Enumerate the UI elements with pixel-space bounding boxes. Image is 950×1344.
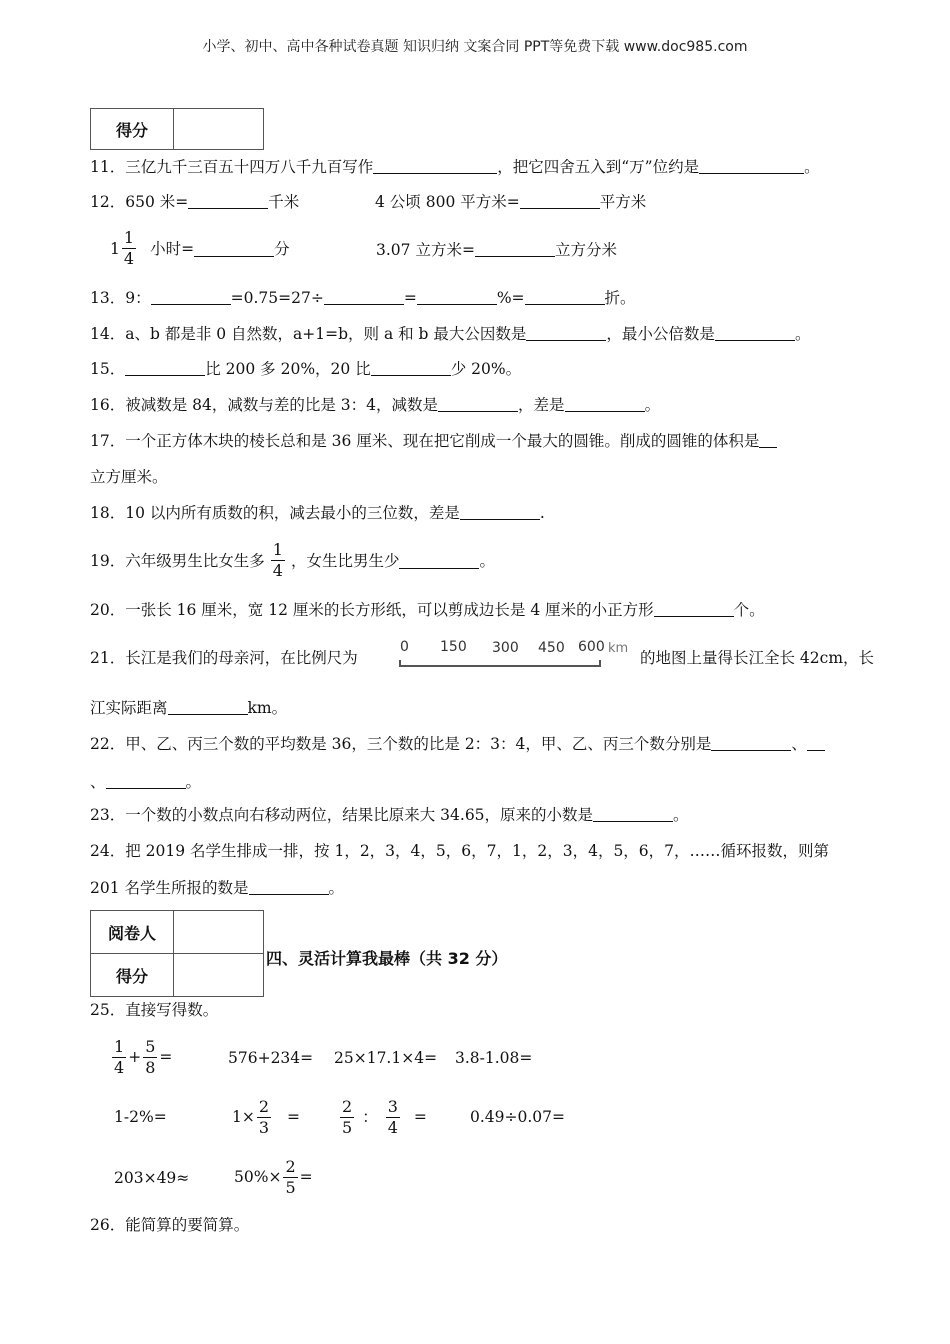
section-title: 四、灵活计算我最棒（共 32 分） [266,949,508,968]
fraction: $\frac{2}{5}$ [342,1096,353,1137]
answer-blank[interactable] [194,240,274,257]
question-25: 25．直接写得数。 [90,1001,219,1019]
fraction: $\frac{1}{4}$ [272,540,283,580]
score-label: 得分 [91,109,174,150]
expr-7: $\frac{2}{5}$ ： $\frac{3}{4}$ = [342,1096,427,1137]
question-12: 12．650 米= 千米 [90,193,300,211]
score-box [90,108,264,150]
question-21: 21．长江是我们的母亲河，在比例尺为 [90,649,358,667]
question-22: 22．甲、乙、丙三个数的平均数是 36，三个数的比是 2：3：4，甲、乙、丙三个数分别是 、 [90,734,825,754]
reviewer-score-box [90,910,264,997]
score-value-cell[interactable] [174,954,264,997]
answer-blank[interactable] [699,157,804,174]
answer-blank[interactable] [475,240,555,257]
answer-blank[interactable] [565,395,645,412]
answer-blank[interactable] [520,192,600,209]
expr-2: 576+234= [228,1049,314,1067]
answer-blank[interactable] [715,324,795,341]
question-16: 16．被减数是 84，减数与差的比是 3：4，减数是 ，差是 。 [90,396,661,414]
answer-blank[interactable] [249,878,329,895]
answer-blank[interactable] [525,288,605,305]
answer-blank[interactable] [399,552,479,569]
question-17: 17．一个正方体木块的棱长总和是 36 厘米、现在把它削成一个最大的圆锥。削成的圆锥的体积是 [90,431,777,451]
question-26: 26．能简算的要简算。 [90,1216,250,1234]
answer-blank[interactable] [417,288,497,305]
scale-bar-graphic [397,636,637,670]
scale-label: 300 [492,640,519,656]
answer-blank[interactable] [106,772,186,789]
question-12-d: 3.07 立方米= 立方分米 [376,241,617,259]
scale-bar [397,636,637,670]
expr-9: 203×49≈ [114,1169,190,1187]
answer-blank[interactable] [373,157,497,174]
question-11: 11．三亿九千三百五十四万八千九百写作 ，把它四舍五入到“万”位约是 。 [90,158,820,176]
fraction: $\frac{5}{8}$ [145,1036,156,1077]
answer-blank[interactable] [168,698,248,715]
scale-label: 0 [400,639,409,655]
answer-blank[interactable] [759,431,777,448]
fraction: $\frac{3}{4}$ [387,1096,398,1137]
expr-5: 1-2%= [114,1108,167,1126]
question-14: 14．a、b 都是非 0 自然数，a+1=b，则 a 和 b 最大公因数是 ，最小公倍数是 。 [90,325,811,343]
answer-blank[interactable] [188,192,268,209]
expr-1: $\frac{1}{4}$ + $\frac{5}{8}$ = [114,1036,173,1077]
fraction: $\frac{2}{5}$ [285,1156,296,1197]
question-19: 19． 六年级男生比女生多 $\frac{1}{4}$ ，女生比男生少 。 [90,540,495,580]
scale-label: 600 [578,639,605,655]
scale-label: 150 [440,639,467,655]
answer-blank[interactable] [593,805,673,822]
question-21-cont: 江实际距离 km。 [90,699,288,717]
fraction: $\frac{1}{4}$ [114,1036,125,1077]
answer-blank[interactable] [438,395,518,412]
answer-blank[interactable] [526,324,606,341]
answer-blank[interactable] [711,734,791,751]
answer-blank[interactable] [807,734,825,751]
question-23: 23．一个数的小数点向右移动两位，结果比原来大 34.65，原来的小数是 。 [90,806,689,824]
question-12-c: 1 $\frac{1}{4}$ 小时= 分 [110,228,290,268]
score-value-cell[interactable] [174,109,264,150]
fraction: $\frac{1}{4}$ [123,228,135,268]
scale-unit: km [608,641,629,656]
expr-8: 0.49÷0.07= [470,1108,565,1126]
question-13: 13．9： =0.75=27÷ = %= 折。 [90,289,636,307]
expr-6: 1× $\frac{2}{3}$ = [232,1096,301,1137]
expr-4: 3.8-1.08= [455,1049,533,1067]
question-17-cont: 立方厘米。 [90,468,168,486]
question-21-b: 的地图上量得长江全长 42cm，长 [640,649,875,667]
answer-blank[interactable] [151,288,231,305]
question-15: 15． 比 200 多 20%，20 比 少 20%。 [90,360,522,378]
answer-blank[interactable] [654,600,734,617]
question-24: 24．把 2019 名学生排成一排，按 1，2，3，4，5，6，7，1，2，3，4，5，6，7，……循环报数，则第 [90,842,830,860]
fraction: $\frac{2}{3}$ [258,1096,270,1137]
answer-blank[interactable] [371,359,451,376]
scale-label: 450 [538,640,565,656]
answer-blank[interactable] [324,288,404,305]
reviewer-value-cell[interactable] [174,911,264,954]
question-12-b: 4 公顷 800 平方米= 平方米 [375,193,647,211]
question-18: 18．10 以内所有质数的积，减去最小的三位数，差是 . [90,504,545,522]
question-24-cont: 201 名学生所报的数是 。 [90,879,345,897]
question-22-cont: 、 。 [90,773,202,791]
answer-blank[interactable] [460,503,540,520]
expr-3: 25×17.1×4= [334,1049,438,1067]
page-header: 小学、初中、高中各种试卷真题 知识归纳 文案合同 PPT等免费下载 www.doc985.com [202,39,748,55]
answer-blank[interactable] [125,359,205,376]
expr-10: 50%× $\frac{2}{5}$ = [234,1156,313,1197]
reviewer-label: 阅卷人 [91,911,174,954]
score-label: 得分 [91,954,174,997]
question-20: 20．一张长 16 厘米，宽 12 厘米的长方形纸，可以剪成边长是 4 厘米的小正方形 个。 [90,601,765,619]
